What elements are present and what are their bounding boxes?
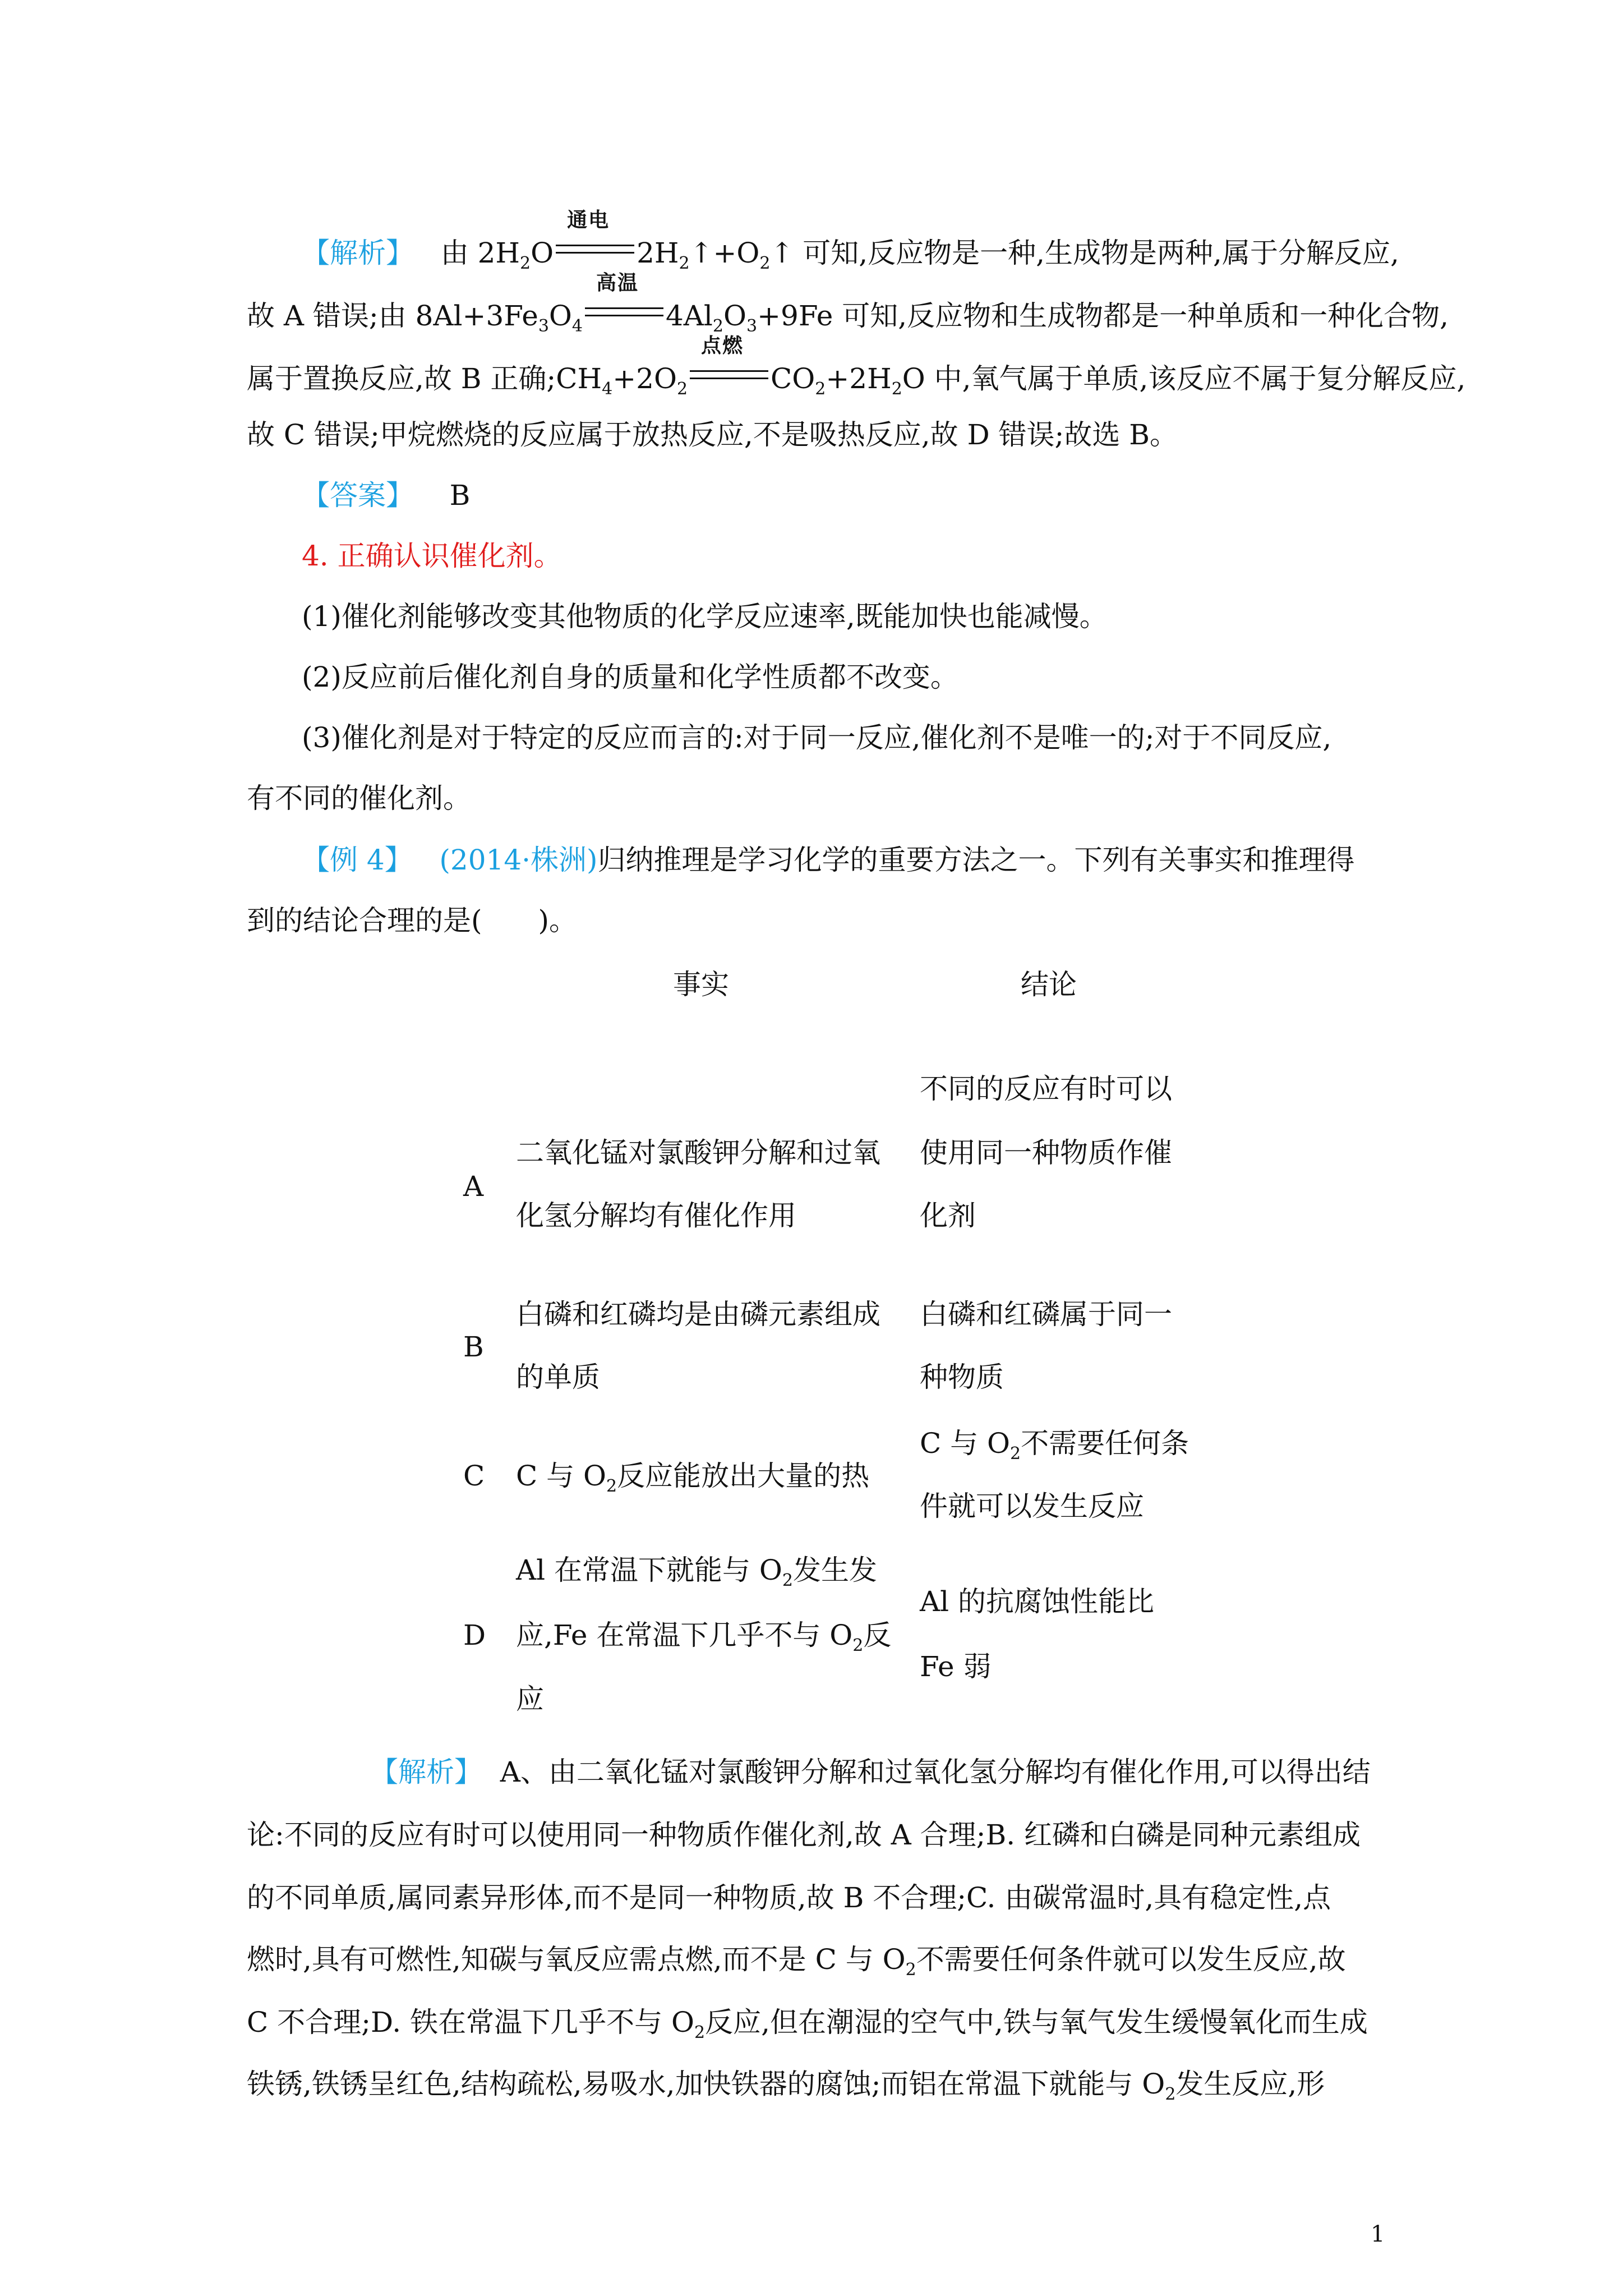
row-d-fact: 应 xyxy=(516,1683,544,1715)
answer-value: B xyxy=(449,479,471,512)
row-a-fact: 二氧化锰对氯酸钾分解和过氧 xyxy=(516,1137,880,1169)
row-c-conclusion: 件就可以发生反应 xyxy=(920,1490,1144,1522)
row-d-label: D xyxy=(463,1619,486,1651)
header-fact: 事实 xyxy=(673,968,729,1001)
row-d-fact: Al 在常温下就能与 $O_2$发生发 xyxy=(516,1554,877,1590)
analysis2-line-1: 【解析】 A、由二氧化锰对氯酸钾分解和过氧化氢分解均有催化作用,可以得出结 xyxy=(370,1756,1371,1788)
answer-line xyxy=(302,479,471,512)
page-number: 1 xyxy=(1371,2221,1385,2247)
section-item-3: (3)催化剂是对于特定的反应而言的:对于同一反应,催化剂不是唯一的;对于不同反应, xyxy=(302,721,1332,754)
row-b-conclusion: 种物质 xyxy=(920,1361,1004,1393)
row-a-conclusion: 不同的反应有时可以 xyxy=(920,1073,1172,1105)
row-b-label: B xyxy=(463,1331,484,1363)
section-item-2: (2)反应前后催化剂自身的质量和化学性质都不改变。 xyxy=(302,661,958,693)
row-a-conclusion: 化剂 xyxy=(920,1199,976,1232)
row-c-label: C xyxy=(463,1460,485,1492)
analysis2-line-3: 的不同单质,属同素异形体,而不是同一种物质,故 B 不合理;C. 由碳常温时,具有稳定性,点 xyxy=(247,1881,1331,1914)
analysis2-tag: 【解析】 xyxy=(370,1756,482,1788)
row-b-conclusion: 白磷和红磷属于同一 xyxy=(920,1298,1172,1331)
analysis2-line-5: C 不合理;D. 铁在常温下几乎不与 $O_2$反应,但在潮湿的空气中,铁与氧气发生缓慢氧化而生成 xyxy=(247,2006,1368,2042)
row-d-conclusion: Al 的抗腐蚀性能比 xyxy=(920,1585,1154,1618)
example-source: (2014·株洲) xyxy=(439,844,598,876)
analysis-line-1: 【解析】 由 $2H_2O$ 通电 $2H_2↑+O_2↑$ 可知,反应物是一种,生成物是两种,属于分解反应, xyxy=(302,208,1399,273)
row-d-fact: 应,Fe 在常温下几乎不与 $O_2$反 xyxy=(516,1619,892,1655)
answer-tag: 【答案】 xyxy=(302,479,414,512)
reaction-condition-arrow: 高温 xyxy=(585,297,663,325)
example-tag: 【例 4】 xyxy=(302,844,413,876)
analysis-line-3: 属于置换反应,故 B 正确$;CH_4+2O_2$ 点燃 $CO_2+2H_2O$ 中,氧气属于单质,该反应不属于复分解反应, xyxy=(247,334,1466,399)
analysis-tag: 【解析】 xyxy=(302,237,414,269)
row-d-conclusion: Fe 弱 xyxy=(920,1650,992,1683)
reaction-condition-arrow: 点燃 xyxy=(690,360,768,388)
row-b-fact: 白磷和红磷均是由磷元素组成 xyxy=(516,1298,880,1331)
section-item-1: (1)催化剂能够改变其他物质的化学反应速率,既能加快也能减慢。 xyxy=(302,600,1108,633)
example-question-line-2: 到的结论合理的是( )。 xyxy=(247,904,578,937)
example-question-line-1: 【例 4】 (2014·株洲)归纳推理是学习化学的重要方法之一。下列有关事实和推理得 xyxy=(302,844,1355,876)
row-b-fact: 的单质 xyxy=(516,1361,600,1393)
analysis2-line-4: 燃时,具有可燃性,知碳与氧反应需点燃,而不是 C 与 $O_2$不需要任何条件就可以发生反应,故 xyxy=(247,1943,1346,1980)
analysis2-line-2: 论:不同的反应有时可以使用同一种物质作催化剂,故 A 合理;B. 红磷和白磷是同种元素组成 xyxy=(247,1819,1361,1851)
row-a-fact: 化氢分解均有催化作用 xyxy=(516,1199,796,1232)
row-c-fact: C 与 $O_2$反应能放出大量的热 xyxy=(516,1460,870,1496)
analysis2-line-6: 铁锈,铁锈呈红色,结构疏松,易吸水,加快铁器的腐蚀;而铝在常温下就能与 $O_2$发生反应,形 xyxy=(247,2068,1325,2104)
section-heading: 4. 正确认识催化剂。 xyxy=(302,540,562,572)
section-item-3-cont: 有不同的催化剂。 xyxy=(247,782,471,815)
reaction-condition-arrow: 通电 xyxy=(556,234,634,263)
row-c-conclusion: C 与 $O_2$不需要任何条 xyxy=(920,1427,1189,1464)
analysis-line-2: 故 A 错误;由 $8Al+3Fe_3O_4$ 高温 $4Al_2O_3+9Fe$ 可知,反应物和生成物都是一种单质和一种化合物, xyxy=(247,271,1449,336)
row-a-conclusion: 使用同一种物质作催 xyxy=(920,1137,1172,1169)
header-conclusion: 结论 xyxy=(1021,968,1077,1001)
row-a-label: A xyxy=(463,1170,484,1203)
analysis-line-4: 故 C 错误;甲烷燃烧的反应属于放热反应,不是吸热反应,故 D 错误;故选 B。 xyxy=(247,418,1178,451)
